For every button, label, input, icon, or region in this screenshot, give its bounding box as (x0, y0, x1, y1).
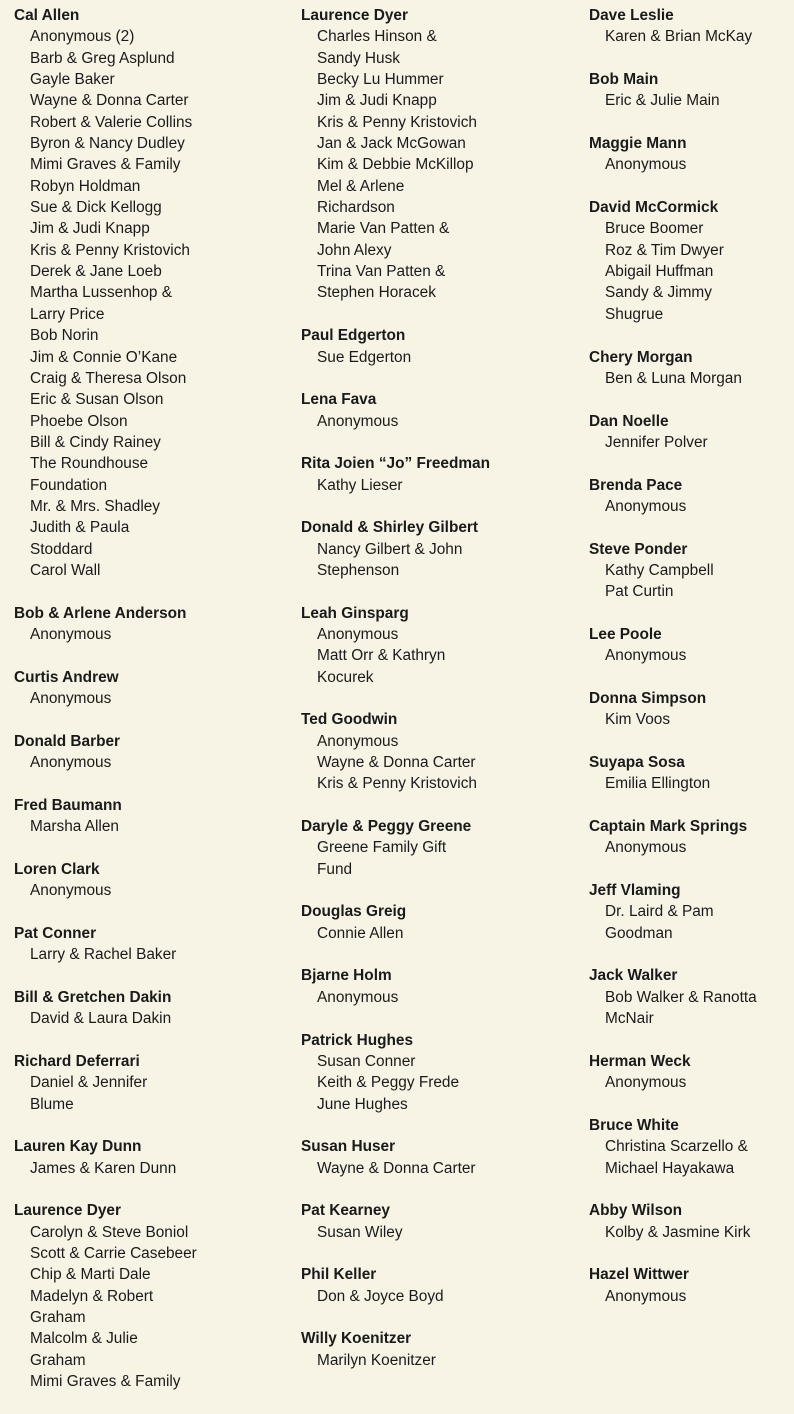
donor-name: Don & Joyce Boyd (317, 1287, 444, 1305)
honoree-group (589, 1115, 789, 1179)
honoree-name: Dave Leslie (589, 7, 674, 24)
donor-name: Jan & Jack McGowan (317, 135, 466, 153)
honoree-group (301, 517, 581, 581)
honoree-group (14, 731, 294, 774)
donor-name: Mel & Arlene (317, 177, 405, 195)
donor-name: Anonymous (605, 1074, 687, 1092)
honoree-name: Laurence Dyer (14, 1202, 121, 1220)
honoree-name: David McCormick (589, 199, 719, 217)
donor-name: Pat Curtin (605, 583, 674, 601)
honoree-group (589, 880, 789, 944)
honoree-name: Willy Koenitzer (301, 1330, 412, 1348)
donor-name: Blume (30, 1095, 74, 1113)
donor-name: Marsha Allen (30, 818, 119, 836)
honoree-group (14, 667, 294, 710)
honoree-group (589, 347, 789, 390)
donor-name: Robert & Valerie Collins (30, 113, 193, 131)
donor-name: Jennifer Polver (605, 433, 708, 451)
donor-name: Marie Van Patten & (317, 220, 450, 238)
donor-name: Kris & Penny Kristovich (317, 775, 477, 793)
donor-name: Anonymous (30, 625, 112, 643)
honoree-name: Leah Ginsparg (301, 604, 409, 622)
honoree-group (589, 133, 789, 176)
donor-name: Wayne & Donna Carter (30, 92, 189, 110)
donor-name: Goodman (605, 924, 673, 942)
honoree-name: Abby Wilson (589, 1202, 683, 1220)
donor-name: Scott & Carrie Casebeer (30, 1244, 197, 1262)
donor-name: Dr. Laird & Pam (605, 903, 714, 921)
honoree-group (14, 923, 294, 966)
honoree-name: Patrick Hughes (301, 1031, 414, 1049)
honoree-name: Brenda Pace (589, 476, 683, 494)
honoree-name: Bruce White (589, 1116, 679, 1134)
donor-name: John Alexy (317, 241, 392, 259)
donor-name: Larry Price (30, 305, 105, 323)
donor-name: Jim & Judi Knapp (317, 92, 437, 110)
honoree-name: Lena Fava (301, 391, 377, 409)
column-1 (14, 5, 294, 1414)
honoree-group (14, 1136, 294, 1179)
donor-name: McNair (605, 1010, 654, 1028)
donor-name: Shugrue (605, 305, 664, 323)
donor-name: Carol Wall (30, 561, 101, 579)
donor-name: Byron & Nancy Dudley (30, 135, 185, 153)
honoree-name: Paul Edgerton (301, 327, 406, 345)
honoree-group (301, 5, 581, 304)
honoree-name: Donald & Shirley Gilbert (301, 519, 479, 537)
donor-name: Bruce Boomer (605, 220, 704, 238)
honoree-name: Suyapa Sosa (589, 754, 685, 772)
donor-name: Bob Walker & Ranotta (605, 988, 757, 1006)
honoree-group (589, 688, 789, 731)
honoree-group (589, 411, 789, 454)
honoree-name: Susan Huser (301, 1138, 396, 1156)
column-3 (589, 5, 789, 1328)
donor-name: Keith & Peggy Frede (317, 1074, 460, 1092)
donor-name: Susan Conner (317, 1052, 416, 1070)
donor-name: Daniel & Jennifer (30, 1074, 148, 1092)
honoree-group (301, 1328, 581, 1371)
donor-name: Judith & Paula (30, 519, 130, 537)
honoree-name: Dan Noelle (589, 412, 669, 430)
donor-name: Emilia Ellington (605, 775, 711, 793)
honoree-group (14, 5, 294, 581)
donor-name: Wayne & Donna Carter (317, 1159, 476, 1177)
donor-name: Foundation (30, 476, 108, 494)
honoree-name: Pat Kearney (301, 1202, 390, 1220)
donor-name: The Roundhouse (30, 455, 149, 473)
donor-name: Marilyn Koenitzer (317, 1351, 436, 1369)
honoree-group (589, 5, 789, 48)
honoree-name: Laurence Dyer (301, 7, 408, 24)
donor-name: Derek & Jane Loeb (30, 263, 162, 281)
honoree-group (589, 816, 789, 859)
honoree-group (589, 624, 789, 667)
honoree-group (301, 901, 581, 944)
donor-name: Bill & Cindy Rainey (30, 433, 161, 451)
honoree-name: Richard Deferrari (14, 1052, 140, 1070)
donor-name: Anonymous (605, 1287, 687, 1305)
honoree-name: Pat Conner (14, 924, 97, 942)
donor-name: Anonymous (30, 882, 112, 900)
honoree-group (589, 475, 789, 518)
donor-name: Abigail Huffman (605, 263, 714, 281)
donor-name: June Hughes (317, 1095, 408, 1113)
donor-name: Anonymous (605, 839, 687, 857)
honoree-name: Donald Barber (14, 732, 121, 750)
donor-name: Anonymous (605, 647, 687, 665)
donor-name: Eric & Susan Olson (30, 391, 164, 409)
honoree-group (301, 453, 581, 496)
honoree-group (14, 1200, 294, 1392)
honoree-name: Bill & Gretchen Dakin (14, 988, 172, 1006)
donor-name: Jim & Connie O’Kane (30, 348, 178, 366)
donor-name: Anonymous (317, 732, 399, 750)
donor-name: Mr. & Mrs. Shadley (30, 497, 161, 515)
honoree-group (14, 795, 294, 838)
donor-name: James & Karen Dunn (30, 1159, 177, 1177)
honoree-group (589, 1264, 789, 1307)
honoree-name: Captain Mark Springs (589, 818, 748, 836)
honoree-group (589, 752, 789, 795)
donor-name: Phoebe Olson (30, 412, 128, 430)
honoree-group (589, 539, 789, 603)
donor-name: Stoddard (30, 540, 93, 558)
donor-name: Sandy Husk (317, 49, 400, 67)
donor-name: Richardson (317, 199, 395, 217)
donor-name: Craig & Theresa Olson (30, 369, 187, 387)
donor-name: Nancy Gilbert & John (317, 540, 463, 558)
donor-name: Karen & Brian McKay (605, 28, 753, 46)
donor-name: Kathy Lieser (317, 476, 403, 494)
donor-name: Ben & Luna Morgan (605, 369, 742, 387)
donor-name: Graham (30, 1351, 86, 1369)
honoree-group (14, 1051, 294, 1115)
honoree-name: Bob & Arlene Anderson (14, 604, 187, 622)
honoree-group (589, 1051, 789, 1094)
donor-name: Kim Voos (605, 711, 671, 729)
honoree-group (301, 1200, 581, 1243)
donor-name: Susan Wiley (317, 1223, 403, 1241)
donor-name: Kathy Campbell (605, 561, 714, 579)
honoree-name: Fred Baumann (14, 796, 122, 814)
donor-name: Trina Van Patten & (317, 263, 446, 281)
donor-name: Greene Family Gift (317, 839, 447, 857)
honoree-name: Daryle & Peggy Greene (301, 818, 472, 836)
donor-name: Anonymous (605, 497, 687, 515)
donor-name: Kris & Penny Kristovich (30, 241, 190, 259)
donor-name: Anonymous (30, 754, 112, 772)
honoree-name: Maggie Mann (589, 135, 687, 153)
donor-name: Stephenson (317, 561, 400, 579)
donor-name: Christina Scarzello & (605, 1138, 748, 1156)
honoree-name: Hazel Wittwer (589, 1266, 689, 1284)
donor-name: Matt Orr & Kathryn (317, 647, 446, 665)
honoree-group (301, 965, 581, 1008)
donor-name: Jim & Judi Knapp (30, 220, 150, 238)
donor-name: Malcolm & Julie (30, 1330, 138, 1348)
honoree-name: Jeff Vlaming (589, 882, 681, 900)
honoree-name: Lee Poole (589, 625, 662, 643)
honoree-group (301, 709, 581, 794)
honoree-group (589, 965, 789, 1029)
donor-name: Carolyn & Steve Boniol (30, 1223, 189, 1241)
honoree-group (301, 816, 581, 880)
honoree-name: Donna Simpson (589, 690, 707, 707)
honoree-name: Jack Walker (589, 967, 678, 985)
honoree-name: Herman Weck (589, 1052, 691, 1070)
honoree-group (14, 987, 294, 1030)
honoree-group (301, 325, 581, 368)
donor-name: Kim & Debbie McKillop (317, 156, 474, 174)
donor-name: Sue & Dick Kellogg (30, 199, 162, 217)
donor-name: Kris & Penny Kristovich (317, 113, 477, 131)
donor-name: Gayle Baker (30, 71, 115, 89)
donor-name: Anonymous (30, 690, 112, 707)
donor-name: Stephen Horacek (317, 284, 436, 302)
honoree-name: Bob Main (589, 71, 659, 89)
donor-name: Madelyn & Robert (30, 1287, 154, 1305)
donor-name: Anonymous (2) (30, 28, 135, 46)
donor-name: Anonymous (605, 156, 687, 174)
donor-name: Connie Allen (317, 924, 404, 942)
donor-name: Larry & Rachel Baker (30, 946, 177, 964)
honoree-group (301, 603, 581, 688)
donor-name: Kocurek (317, 668, 374, 686)
donor-name: Sandy & Jimmy (605, 284, 712, 302)
column-2 (301, 5, 581, 1392)
honoree-group (301, 1030, 581, 1115)
honoree-name: Bjarne Holm (301, 967, 392, 985)
honoree-group (14, 859, 294, 902)
donor-name: Mimi Graves & Family (30, 1373, 181, 1390)
donor-name: Fund (317, 860, 353, 878)
donor-name: Roz & Tim Dwyer (605, 241, 724, 259)
donor-name: David & Laura Dakin (30, 1010, 172, 1028)
donor-name: Mimi Graves & Family (30, 156, 181, 174)
donor-name: Kolby & Jasmine Kirk (605, 1223, 751, 1241)
donor-name: Robyn Holdman (30, 177, 141, 195)
donor-name: Sue Edgerton (317, 348, 412, 366)
honoree-group (301, 389, 581, 432)
donor-name: Martha Lussenhop & (30, 284, 173, 302)
honoree-name: Curtis Andrew (14, 668, 119, 686)
honoree-name: Chery Morgan (589, 348, 693, 366)
honoree-group (589, 197, 789, 325)
honoree-name: Cal Allen (14, 7, 80, 24)
honoree-group (589, 69, 789, 112)
honoree-name: Rita Joien “Jo” Freedman (301, 455, 491, 473)
donor-name: Wayne & Donna Carter (317, 754, 476, 772)
honoree-group (301, 1136, 581, 1179)
donor-name: Bob Norin (30, 327, 99, 345)
donor-name: Charles Hinson & (317, 28, 437, 46)
donor-name: Becky Lu Hummer (317, 71, 444, 89)
honoree-name: Lauren Kay Dunn (14, 1138, 142, 1156)
donor-name: Anonymous (317, 625, 399, 643)
donor-name: Barb & Greg Asplund (30, 49, 175, 67)
donor-name: Anonymous (317, 412, 399, 430)
honoree-group (14, 603, 294, 646)
donor-name: Anonymous (317, 988, 399, 1006)
honoree-name: Phil Keller (301, 1266, 377, 1284)
honoree-name: Steve Ponder (589, 540, 688, 558)
donor-name: Eric & Julie Main (605, 92, 720, 110)
honoree-group (301, 1264, 581, 1307)
donor-name: Michael Hayakawa (605, 1159, 735, 1177)
donor-name: Graham (30, 1308, 86, 1326)
honoree-name: Loren Clark (14, 860, 100, 878)
honoree-name: Ted Goodwin (301, 711, 398, 729)
honoree-group (589, 1200, 789, 1243)
honoree-name: Douglas Greig (301, 903, 407, 921)
donor-name: Chip & Marti Dale (30, 1266, 151, 1284)
